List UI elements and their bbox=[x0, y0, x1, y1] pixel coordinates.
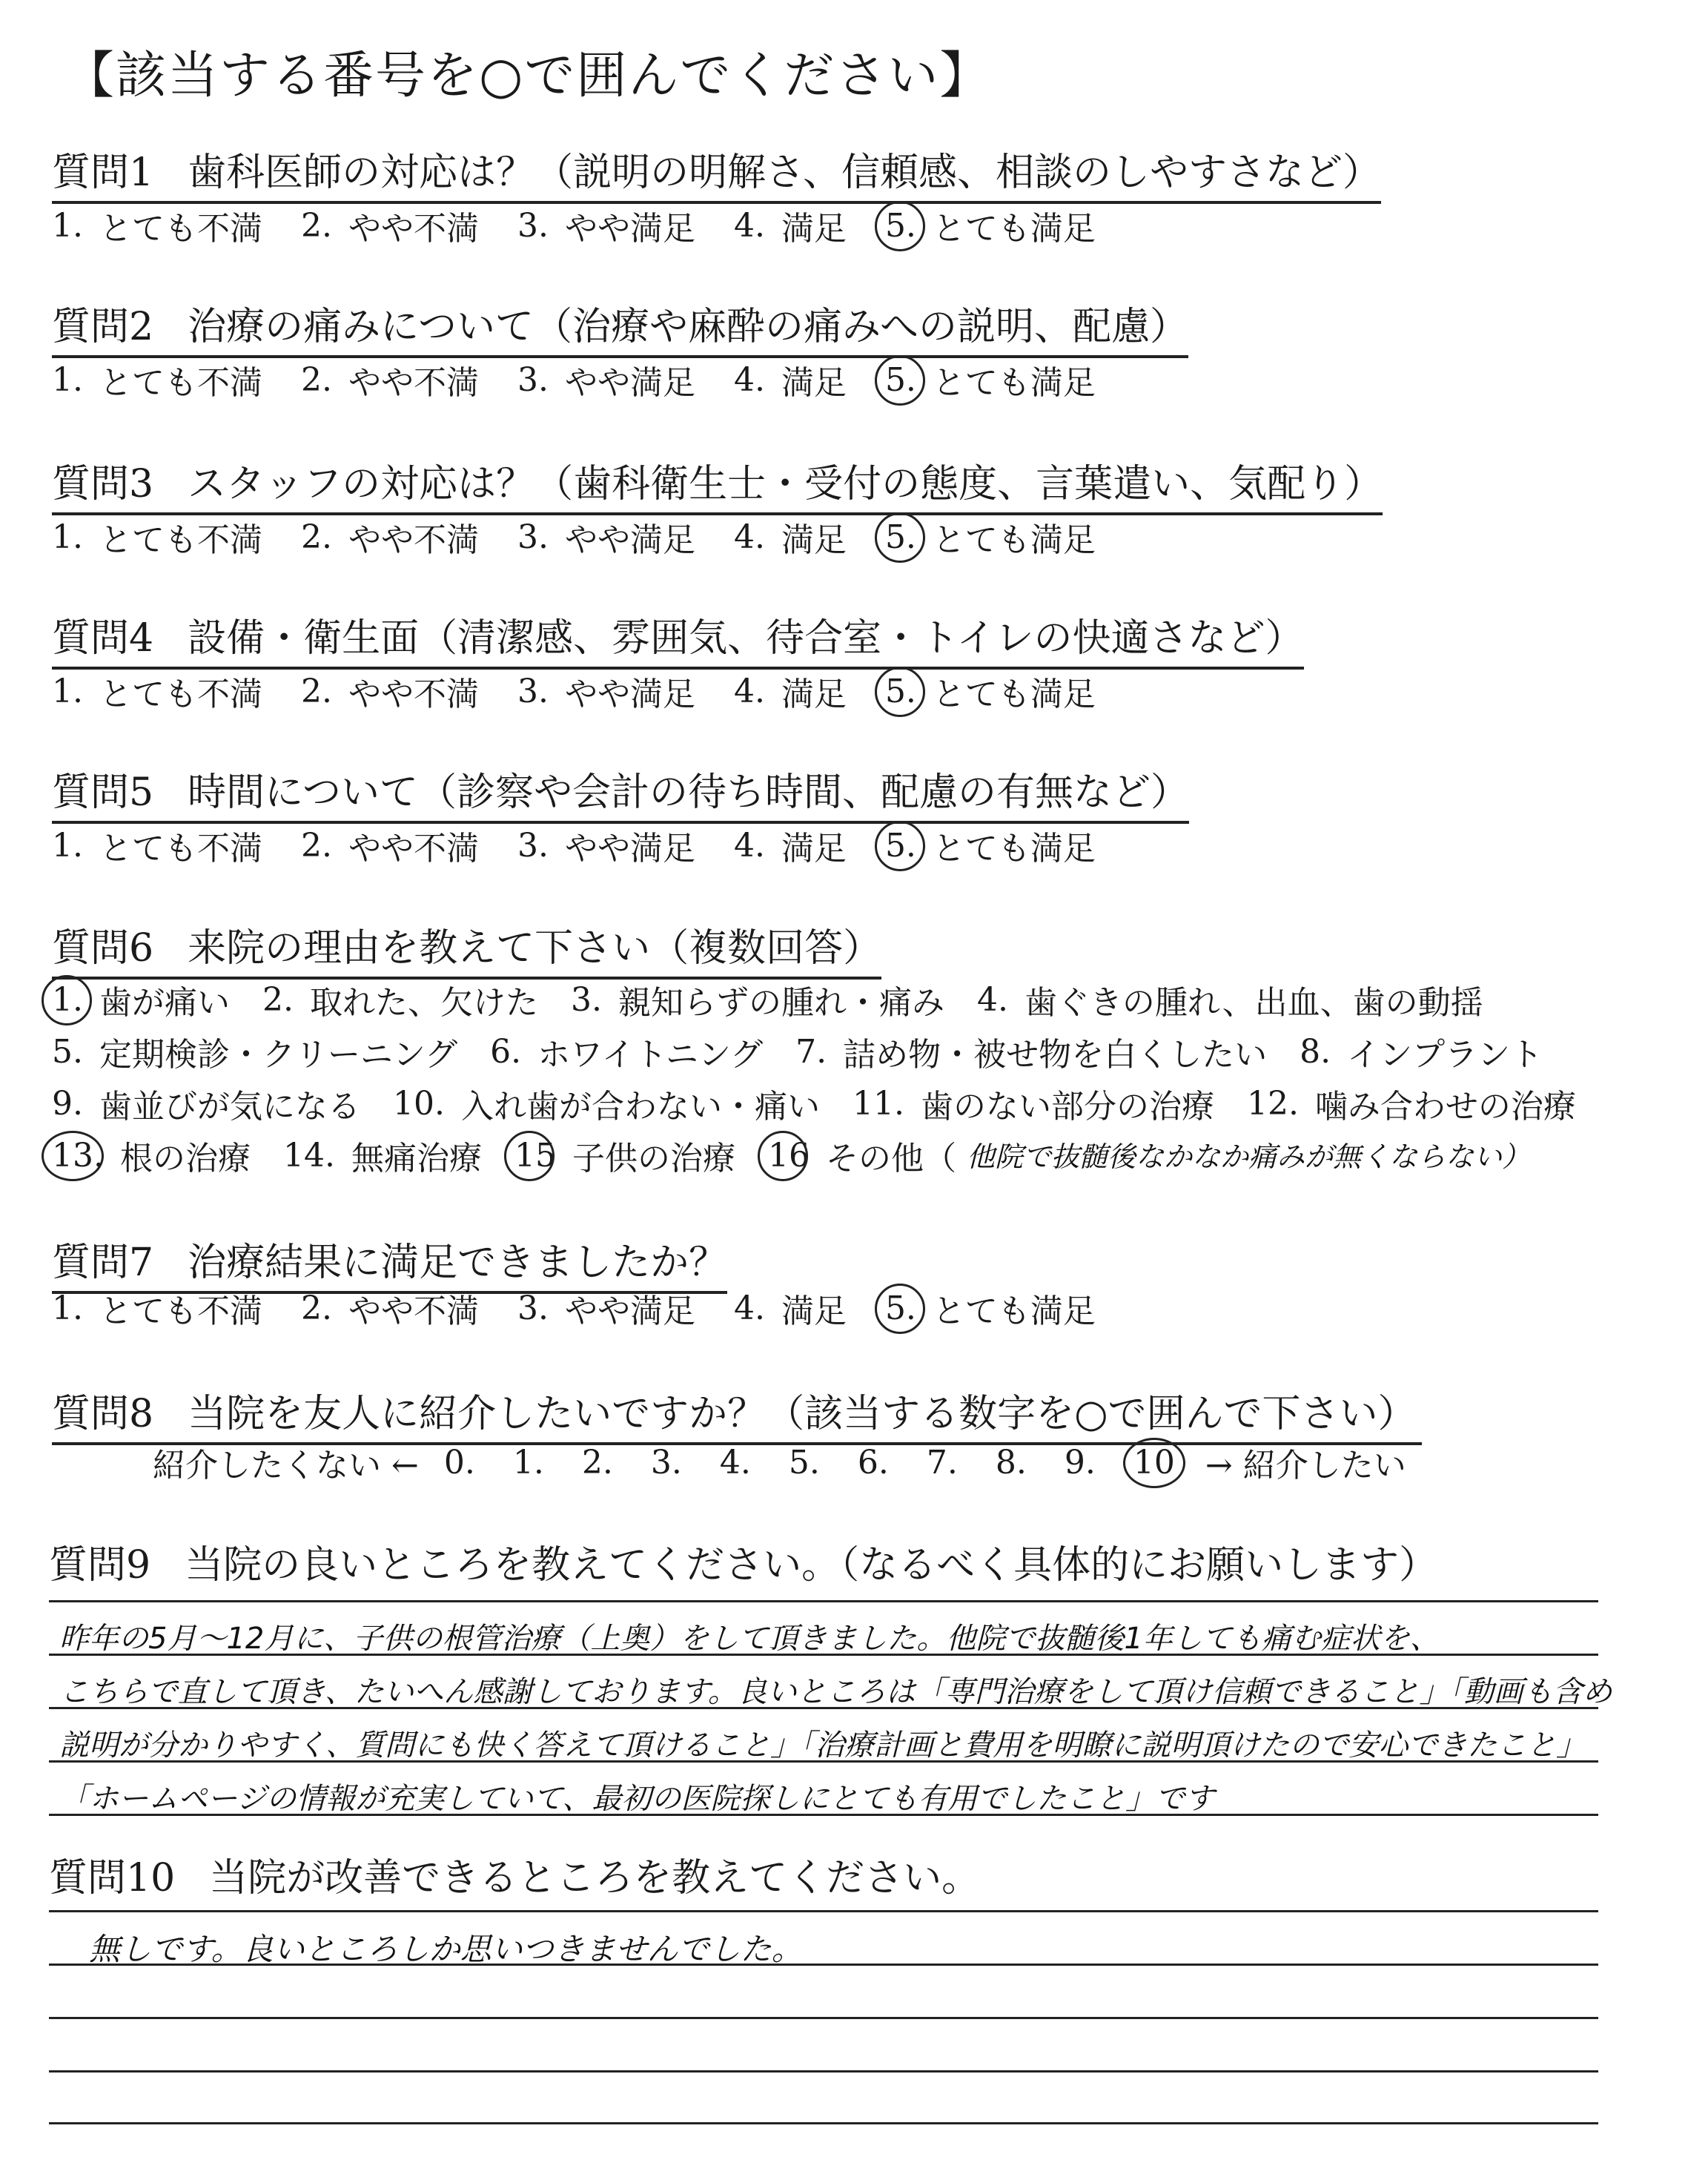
answer-line bbox=[49, 1600, 1598, 1602]
option-number: 5. bbox=[884, 206, 916, 245]
option-label: やや不満 bbox=[348, 676, 479, 713]
option-label: とても不満 bbox=[99, 676, 262, 713]
option-label: やや満足 bbox=[564, 364, 695, 402]
option-number: 15 bbox=[514, 1136, 556, 1175]
q6-option-3[interactable] bbox=[571, 976, 944, 1023]
option-number: 3. bbox=[517, 826, 549, 865]
option-number: 4. bbox=[733, 206, 765, 245]
question-9-text: 当院の良いところを教えてください。（なるべく具体的にお願いします） bbox=[185, 1543, 1438, 1588]
option-number: 16 bbox=[767, 1136, 810, 1175]
option-label: とても満足 bbox=[932, 210, 1096, 248]
question-3-text: スタッフの対応は？（歯科衛生士・受付の態度、言葉遣い、気配り） bbox=[188, 462, 1383, 506]
q6-option-2[interactable] bbox=[262, 976, 538, 1023]
q1-option-2[interactable] bbox=[301, 202, 479, 249]
option-number: 1. bbox=[52, 1289, 83, 1327]
question-10-answer-line-1: 無しです。良いところしか思いつきませんでした。 bbox=[89, 1931, 803, 1967]
question-1-number: 質問1 bbox=[52, 151, 154, 195]
q6-option-13[interactable] bbox=[52, 1132, 251, 1179]
option-number: 4. bbox=[733, 672, 765, 710]
option-label: やや不満 bbox=[348, 364, 479, 402]
question-10-text: 当院が改善できるところを教えてください。 bbox=[209, 1856, 981, 1900]
question-9-answer-line-4: 「ホームページの情報が充実していて、最初の医院探しにとても有用でしたこと」です bbox=[59, 1782, 1215, 1816]
question-6-number: 質問6 bbox=[52, 926, 154, 971]
option-number: 13. bbox=[52, 1136, 104, 1175]
scale-left-label: 紹介したくない ← bbox=[153, 1447, 419, 1484]
option-number: 4. bbox=[733, 1289, 765, 1327]
scale-number[interactable]: 6. bbox=[857, 1443, 889, 1482]
option-label: 歯並びが気になる bbox=[99, 1088, 360, 1126]
option-number: 5. bbox=[884, 518, 916, 556]
question-8-heading bbox=[52, 1382, 1422, 1445]
q6-option-10[interactable] bbox=[393, 1080, 820, 1127]
scale-number[interactable]: 9. bbox=[1064, 1443, 1096, 1482]
scale-number[interactable]: 0. bbox=[443, 1443, 475, 1482]
option-label: やや満足 bbox=[564, 521, 695, 559]
option-label: やや不満 bbox=[348, 521, 479, 559]
q6-option-12[interactable] bbox=[1247, 1080, 1576, 1127]
option-label: 親知らずの腫れ・痛み bbox=[618, 984, 944, 1022]
q5-option-1[interactable] bbox=[52, 822, 262, 869]
option-number: 1. bbox=[52, 206, 83, 245]
scale-number[interactable]: 7. bbox=[926, 1443, 958, 1482]
option-number: 2. bbox=[262, 980, 294, 1019]
answer-line bbox=[49, 2070, 1598, 2073]
option-number: 2. bbox=[300, 360, 332, 399]
q6-other-text: 他院で抜髄後なかなか痛みが無くならない） bbox=[966, 1140, 1530, 1173]
option-label: とても不満 bbox=[99, 1292, 262, 1330]
option-number: 11. bbox=[852, 1084, 904, 1123]
option-number: 5. bbox=[884, 1289, 916, 1327]
option-label: やや不満 bbox=[348, 830, 479, 868]
question-3-options bbox=[52, 513, 1134, 561]
question-5-heading bbox=[52, 761, 1189, 824]
q5-option-2[interactable] bbox=[301, 822, 479, 869]
question-1-text: 歯科医師の対応は？（説明の明解さ、信頼感、相談のしやすさなど） bbox=[188, 151, 1382, 195]
option-number: 4. bbox=[733, 826, 765, 865]
option-number: 3. bbox=[517, 360, 549, 399]
answer-line bbox=[49, 2122, 1598, 2124]
scale-number[interactable]: 8. bbox=[995, 1443, 1027, 1482]
q3-option-3[interactable] bbox=[517, 513, 695, 561]
option-label: とても不満 bbox=[99, 364, 262, 402]
option-label: ホワイトニング bbox=[537, 1036, 764, 1074]
option-label: 満足 bbox=[781, 676, 847, 713]
q6-option-16[interactable] bbox=[768, 1132, 956, 1179]
option-number: 2. bbox=[300, 518, 332, 556]
option-label: やや不満 bbox=[348, 210, 479, 248]
q4-option-2[interactable] bbox=[301, 667, 479, 715]
option-label: 噛み合わせの治療 bbox=[1314, 1088, 1576, 1126]
option-number: 1. bbox=[52, 980, 83, 1019]
q4-option-5[interactable] bbox=[885, 667, 1096, 715]
question-6-row-2 bbox=[52, 1028, 1575, 1075]
q1-option-4[interactable] bbox=[734, 202, 847, 249]
q5-option-3[interactable] bbox=[517, 822, 695, 869]
option-number: 2. bbox=[300, 206, 332, 245]
q7-option-2[interactable] bbox=[301, 1284, 479, 1332]
option-number: 4. bbox=[733, 518, 765, 556]
question-6-row-1 bbox=[52, 976, 1516, 1023]
option-number: 9. bbox=[52, 1084, 83, 1123]
q6-option-1[interactable] bbox=[52, 976, 230, 1023]
question-9-answer-line-1: 昨年の5月～12月に、子供の根管治療（上奥）をして頂きました。他院で抜髄後1年しても痛む症状を、 bbox=[59, 1622, 1440, 1656]
q3-option-5[interactable] bbox=[885, 513, 1096, 561]
option-number: 8. bbox=[1300, 1032, 1331, 1071]
option-number: 2. bbox=[300, 826, 332, 865]
option-number: 2. bbox=[300, 1289, 332, 1327]
option-label: やや満足 bbox=[564, 676, 695, 713]
option-number: 3. bbox=[517, 1289, 549, 1327]
q2-option-1[interactable] bbox=[52, 356, 262, 403]
option-number: 3. bbox=[517, 672, 549, 710]
scale-number[interactable]: 3. bbox=[650, 1443, 682, 1482]
q3-option-2[interactable] bbox=[301, 513, 479, 561]
question-2-number: 質問2 bbox=[52, 305, 154, 349]
q6-option-7[interactable] bbox=[795, 1028, 1267, 1075]
q6-option-9[interactable] bbox=[52, 1080, 360, 1127]
q3-option-1[interactable] bbox=[52, 513, 262, 561]
question-10-heading bbox=[49, 1846, 980, 1902]
question-1-options bbox=[52, 202, 1134, 249]
question-8-scale bbox=[153, 1439, 1406, 1486]
q6-option-14[interactable] bbox=[283, 1132, 482, 1179]
q4-option-1[interactable] bbox=[52, 667, 262, 715]
q6-option-5[interactable] bbox=[52, 1028, 457, 1075]
question-2-text: 治療の痛みについて（治療や麻酔の痛みへの説明、配慮） bbox=[188, 305, 1189, 349]
question-7-options bbox=[52, 1284, 1134, 1332]
option-label: 詰め物・被せ物を白くしたい bbox=[843, 1036, 1268, 1074]
option-number: 3. bbox=[517, 206, 549, 245]
question-9-answer-line-2: こちらで直して頂き、たいへん感謝しております。良いところは「専門治療をして頂け信頼できること」「動画も含め bbox=[59, 1675, 1612, 1709]
question-5-text: 時間について（診察や会計の待ち時間、配慮の有無など） bbox=[188, 770, 1190, 815]
option-number: 5. bbox=[884, 360, 916, 399]
q5-option-5[interactable] bbox=[885, 822, 1096, 869]
option-number: 10. bbox=[392, 1084, 445, 1123]
option-label: 満足 bbox=[781, 364, 847, 402]
question-9-answer-line-3: 説明が分かりやすく、質問にも快く答えて頂けること」「治療計画と費用を明瞭に説明頂けたので安心できたこと」 bbox=[59, 1728, 1586, 1763]
q6-option-8[interactable] bbox=[1300, 1028, 1543, 1075]
q6-option-15[interactable] bbox=[514, 1132, 735, 1179]
option-label: 歯のない部分の治療 bbox=[920, 1088, 1214, 1126]
question-5-options bbox=[52, 822, 1134, 869]
option-label: やや満足 bbox=[564, 1292, 695, 1330]
question-2-options bbox=[52, 356, 1134, 403]
q6-option-11[interactable] bbox=[853, 1080, 1214, 1127]
option-number: 3. bbox=[570, 980, 602, 1019]
question-8-text: 当院を友人に紹介したいですか？（該当する数字を○で囲んで下さい） bbox=[188, 1392, 1417, 1436]
option-label: 満足 bbox=[781, 210, 847, 248]
option-label: 満足 bbox=[781, 830, 847, 868]
option-label: 歯ぐきの腫れ、出血、歯の動揺 bbox=[1024, 984, 1483, 1022]
question-4-text: 設備・衛生面（清潔感、雰囲気、待合室・トイレの快適さなど） bbox=[188, 616, 1304, 661]
answer-line bbox=[49, 1910, 1598, 1912]
option-label: とても不満 bbox=[99, 210, 262, 248]
option-label: やや満足 bbox=[564, 210, 695, 248]
option-label: インプラント bbox=[1347, 1036, 1543, 1074]
q2-option-4[interactable] bbox=[734, 356, 847, 403]
option-label: その他（ bbox=[825, 1140, 956, 1178]
option-number: 1. bbox=[52, 518, 83, 556]
q2-option-5[interactable] bbox=[885, 356, 1096, 403]
option-number: 7. bbox=[795, 1032, 827, 1071]
option-number: 6. bbox=[490, 1032, 522, 1071]
scale-numbers bbox=[444, 1444, 1202, 1482]
question-8-number: 質問8 bbox=[52, 1392, 154, 1436]
option-label: やや不満 bbox=[348, 1292, 479, 1330]
option-number: 14. bbox=[282, 1136, 335, 1175]
option-label: とても満足 bbox=[932, 1292, 1096, 1330]
option-label: とても不満 bbox=[99, 830, 262, 868]
option-label: 定期検診・クリーニング bbox=[99, 1036, 458, 1074]
scale-right-label: → 紹介したい bbox=[1205, 1447, 1406, 1484]
q7-option-3[interactable] bbox=[517, 1284, 695, 1332]
question-5-number: 質問5 bbox=[52, 770, 154, 815]
option-label: とても満足 bbox=[932, 521, 1096, 559]
scale-number[interactable]: 4. bbox=[719, 1443, 751, 1482]
scale-number[interactable]: 1. bbox=[512, 1443, 544, 1482]
option-label: 歯が痛い bbox=[99, 984, 230, 1022]
q7-option-5[interactable] bbox=[885, 1284, 1096, 1332]
question-7-number: 質問7 bbox=[52, 1241, 154, 1285]
option-label: とても満足 bbox=[932, 676, 1096, 713]
question-10-number: 質問10 bbox=[49, 1856, 176, 1900]
question-6-heading bbox=[52, 916, 881, 980]
option-number: 12. bbox=[1246, 1084, 1299, 1123]
q6-option-4[interactable] bbox=[977, 976, 1483, 1023]
option-label: やや満足 bbox=[564, 830, 695, 868]
option-label: 満足 bbox=[781, 521, 847, 559]
question-2-heading bbox=[52, 295, 1188, 358]
option-label: 子供の治療 bbox=[572, 1140, 735, 1178]
scale-number[interactable]: 10 bbox=[1133, 1444, 1202, 1482]
option-label: 取れた、欠けた bbox=[309, 984, 538, 1022]
option-label: とても満足 bbox=[932, 364, 1096, 402]
option-number: 4. bbox=[976, 980, 1008, 1019]
option-label: 根の治療 bbox=[119, 1140, 251, 1178]
option-number: 5. bbox=[884, 672, 916, 710]
question-3-heading bbox=[52, 452, 1383, 515]
question-6-text: 来院の理由を教えて下さい（複数回答） bbox=[188, 926, 882, 971]
option-number: 1. bbox=[52, 672, 83, 710]
q1-option-5[interactable] bbox=[885, 202, 1096, 249]
q4-option-4[interactable] bbox=[734, 667, 847, 715]
question-9-heading bbox=[49, 1533, 1437, 1589]
option-label: とても不満 bbox=[99, 521, 262, 559]
q2-option-2[interactable] bbox=[301, 356, 479, 403]
question-4-heading bbox=[52, 607, 1304, 670]
question-6-row-3 bbox=[52, 1080, 1609, 1127]
option-number: 5. bbox=[884, 826, 916, 865]
scale-number[interactable]: 5. bbox=[788, 1443, 820, 1482]
option-number: 1. bbox=[52, 360, 83, 399]
question-6-row-4 bbox=[52, 1132, 1530, 1179]
q2-option-3[interactable] bbox=[517, 356, 695, 403]
question-3-number: 質問3 bbox=[52, 462, 154, 506]
q5-option-4[interactable] bbox=[734, 822, 847, 869]
option-label: 無痛治療 bbox=[351, 1140, 482, 1178]
option-number: 5. bbox=[52, 1032, 83, 1071]
option-number: 3. bbox=[517, 518, 549, 556]
question-4-number: 質問4 bbox=[52, 616, 154, 661]
question-1-heading bbox=[52, 141, 1381, 204]
option-number: 4. bbox=[733, 360, 765, 399]
q1-option-3[interactable] bbox=[517, 202, 695, 249]
question-7-text: 治療結果に満足できましたか？ bbox=[188, 1241, 728, 1285]
option-number: 2. bbox=[300, 672, 332, 710]
option-number: 1. bbox=[52, 826, 83, 865]
q3-option-4[interactable] bbox=[734, 513, 847, 561]
question-4-options bbox=[52, 667, 1134, 715]
option-label: 入れ歯が合わない・痛い bbox=[460, 1088, 820, 1126]
question-9-number: 質問9 bbox=[49, 1543, 151, 1588]
answer-line bbox=[49, 2017, 1598, 2019]
page-title: 【該当する番号を○で囲んでください】 bbox=[64, 47, 992, 105]
q6-option-6[interactable] bbox=[490, 1028, 763, 1075]
q7-option-4[interactable] bbox=[734, 1284, 847, 1332]
option-label: 満足 bbox=[781, 1292, 847, 1330]
q4-option-3[interactable] bbox=[517, 667, 695, 715]
scale-number[interactable]: 2. bbox=[581, 1443, 613, 1482]
option-label: とても満足 bbox=[932, 830, 1096, 868]
q7-option-1[interactable] bbox=[52, 1284, 262, 1332]
q1-option-1[interactable] bbox=[52, 202, 262, 249]
